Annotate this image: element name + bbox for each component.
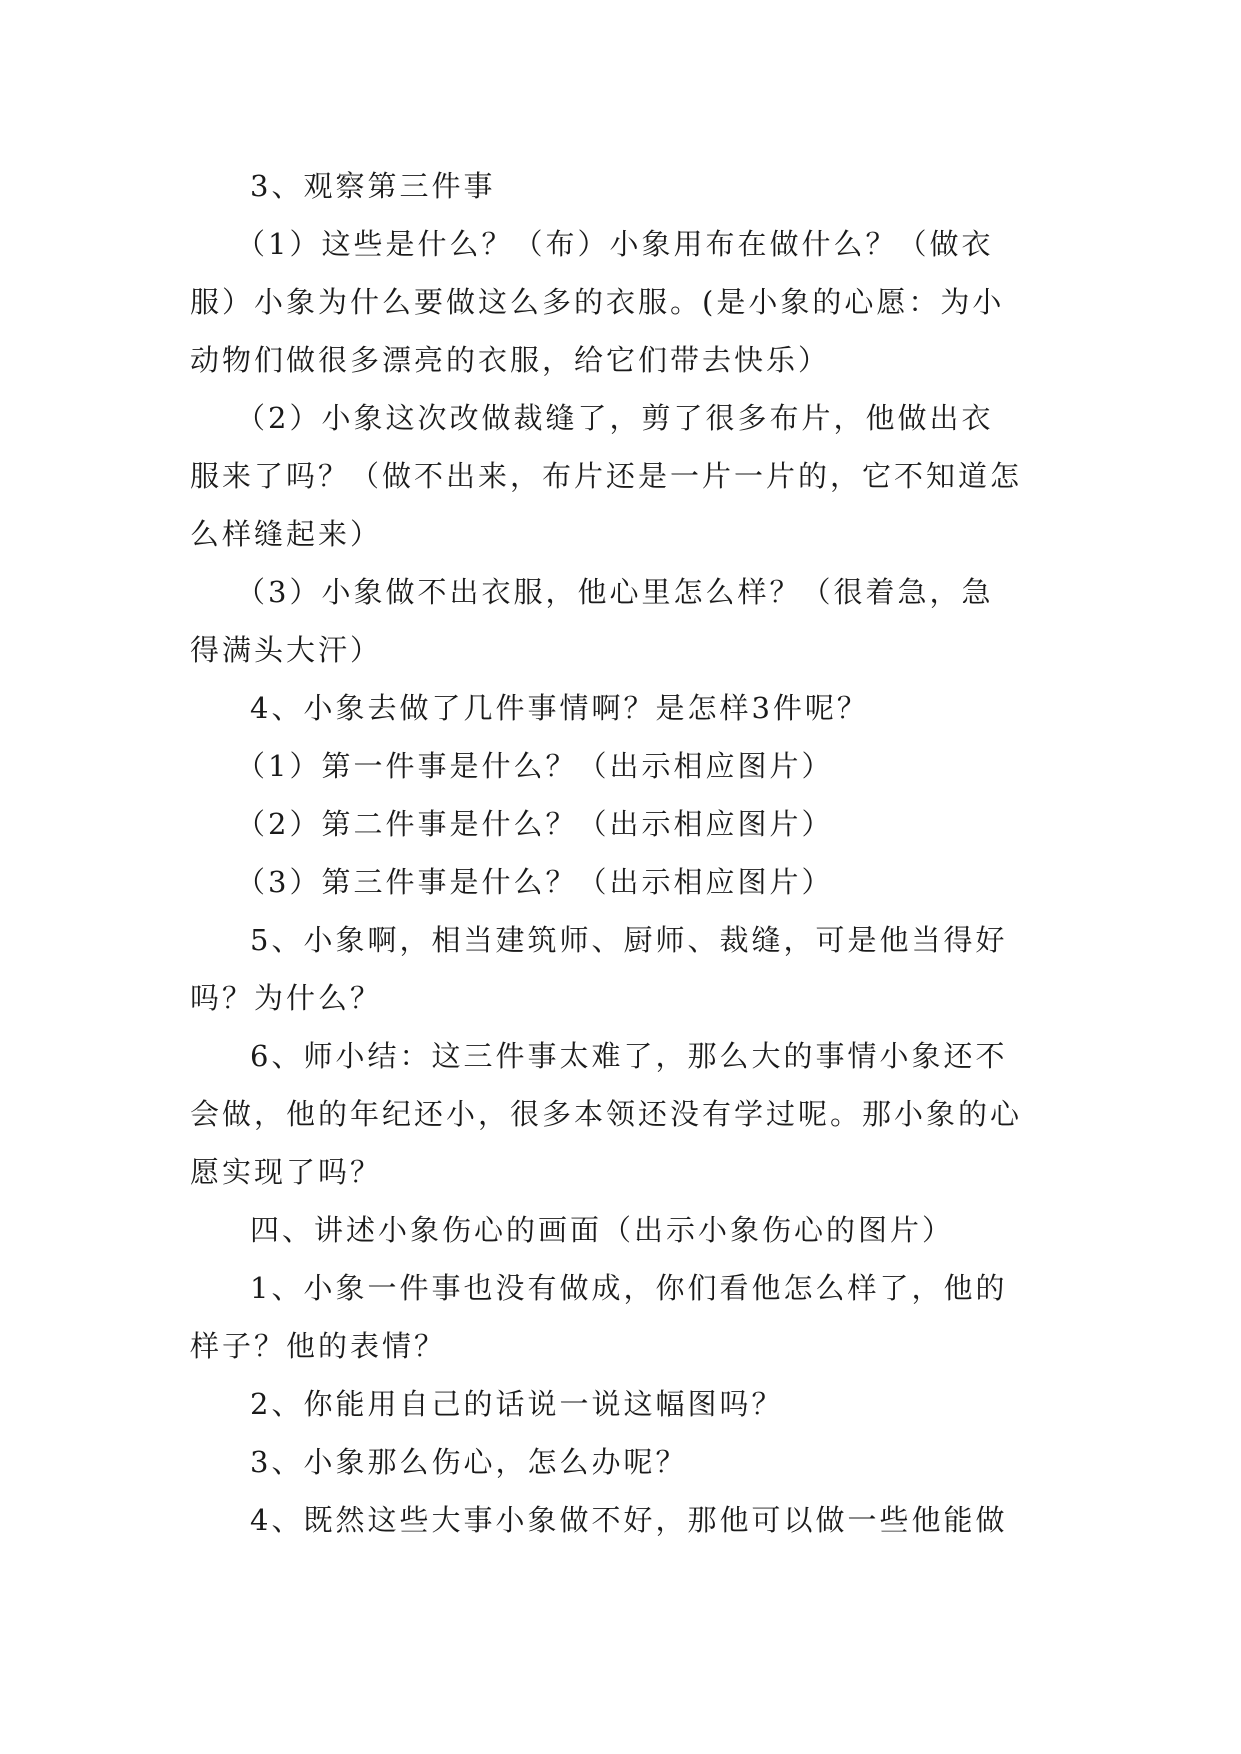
section-heading: 四、讲述小象伤心的画面（出示小象伤心的图片） (250, 1213, 955, 1247)
paragraph-line: 样子？他的表情？ (190, 1329, 447, 1363)
paragraph-line: 么样缝起来） (190, 517, 383, 551)
paragraph-line: （3）小象做不出衣服，他心里怎么样？（很着急，急 (236, 575, 994, 609)
paragraph-line: 4、既然这些大事小象做不好，那他可以做一些他能做 (250, 1503, 1008, 1537)
paragraph-line: 会做，他的年纪还小，很多本领还没有学过呢。那小象的心 (190, 1097, 1023, 1131)
paragraph-line: 服来了吗？（做不出来，布片还是一片一片的，它不知道怎 (190, 459, 1023, 493)
paragraph-line: 1、小象一件事也没有做成，你们看他怎么样了，他的 (250, 1271, 1008, 1305)
paragraph-line: 3、观察第三件事 (250, 169, 496, 203)
paragraph-line: （1）第一件事是什么？（出示相应图片） (236, 749, 834, 783)
paragraph-line: （3）第三件事是什么？（出示相应图片） (236, 865, 834, 899)
paragraph-line: 吗？为什么？ (190, 981, 383, 1015)
paragraph-line: 服）小象为什么要做这么多的衣服。(是小象的心愿：为小 (190, 285, 1005, 319)
paragraph-line: 6、师小结：这三件事太难了，那么大的事情小象还不 (250, 1039, 1008, 1073)
paragraph-line: （1）这些是什么？（布）小象用布在做什么？（做衣 (236, 227, 994, 261)
paragraph-line: 2、你能用自己的话说一说这幅图吗？ (250, 1387, 784, 1421)
paragraph-line: 3、小象那么伤心，怎么办呢？ (250, 1445, 688, 1479)
paragraph-line: 动物们做很多漂亮的衣服，给它们带去快乐） (190, 343, 831, 377)
paragraph-line: （2）小象这次改做裁缝了，剪了很多布片，他做出衣 (236, 401, 994, 435)
paragraph-line: 4、小象去做了几件事情啊？是怎样3件呢？ (250, 691, 869, 725)
paragraph-line: （2）第二件事是什么？（出示相应图片） (236, 807, 834, 841)
paragraph-line: 愿实现了吗？ (190, 1155, 383, 1189)
paragraph-line: 5、小象啊，相当建筑师、厨师、裁缝，可是他当得好 (250, 923, 1008, 957)
paragraph-line: 得满头大汗） (190, 633, 383, 667)
